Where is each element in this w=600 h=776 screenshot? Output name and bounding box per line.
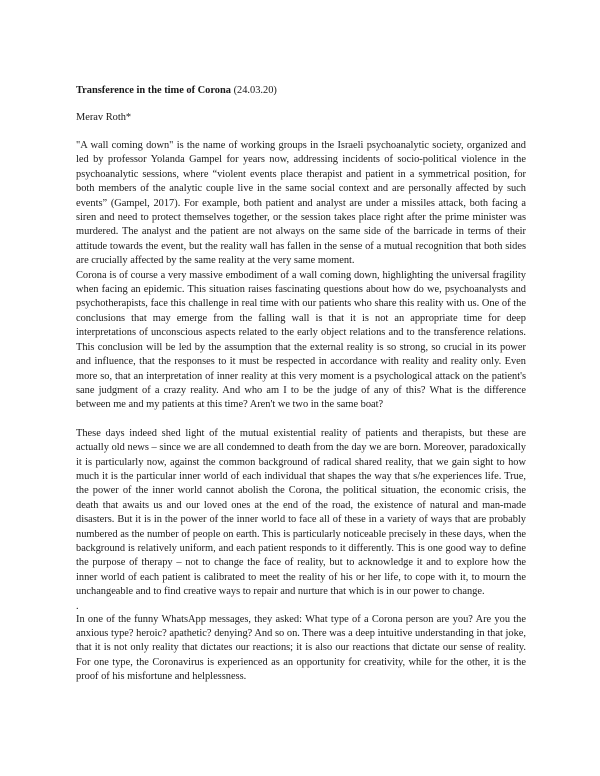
- document-date: (24.03.20): [230, 85, 277, 96]
- author-name: Merav Roth*: [76, 112, 132, 123]
- paragraph-2: Corona is of course a very massive embodiment of a wall coming down, highlighting the universal fragility when facing an epidemic. This situation raises fascinating questions about how do we, psychoanalysts and psychotherapists, face this challenge in real time with our patients who share this reality with us. One of the conclusions that may emerge from the falling wall is that it is not an appropriate time for deep interpretations of unconscious aspects related to the early object relations and to the transference relations. This conclusion will be led by the assumption that the external reality is so strong, so crucial in its power and influence, that the responses to it must be respected in accordance with reality and reality only. Even more so, that an interpretation of inner reality at this very moment is a psychological attack on the patient's sane judgment of a crazy reality. And who am I to be the judge of any of this? What is the difference between me and my patients at this time? Aren't we two in the same boat?: [76, 269, 526, 411]
- document-title: Transference in the time of Corona: [76, 85, 231, 96]
- paragraph-3: These days indeed shed light of the mutual existential reality of patients and therapists, but these are actually old news – since we are all condemned to death from the day we are born. Moreover, paradoxically it is particularly now, against the common background of radical shared reality, that we gain sight to how much it is the particular inner world of each individual that shapes the way that s/he experiences life. True, the power of the inner world cannot abolish the Corona, the political situation, the economic crisis, the death that awaits us and our loved ones at the end of the road, the existence of natural and man-made disasters. But it is in the power of the inner world to face all of these in a variety of ways that are probably numbered as the number of people on earth. This is particularly noticeable precisely in these days, when the background is relatively uniform, and each patient responds to it differently. This is one good way to define the purpose of therapy – not to change the face of reality, but to acknowledge it and to explore how the inner world of each patient is calibrated to meet the reality of his or her life, to cope with it, to mourn the unchangeable and to find creative ways to repair and nurture that which is in our power to change.: [76, 427, 526, 598]
- separator-dot: .: [76, 600, 79, 612]
- paragraph-1: "A wall coming down" is the name of working groups in the Israeli psychoanalytic society, organized and led by professor Yolanda Gampel for years now, addressing incidents of socio-political violence in the psychoanalytic sessions, where “violent events place therapist and patient in a symmetrical position, for both members of the analytic couple live in the same social context and are personally affected by such events” (Gampel, 2017). For example, both patient and analyst are under a missiles attack, both facing a siren and need to protect themselves together, or the session takes place right after the prime minister was murdered. The analyst and the patient are not always on the same side of the barricade in terms of their attitude towards the event, but the reality wall has fallen in the sense of a mutual recognition that both sides are crucially affected by the same reality at the very same moment.: [76, 140, 526, 267]
- document-page: [76, 84, 526, 685]
- title-line: [76, 84, 526, 99]
- paragraph-4: In one of the funny WhatsApp messages, they asked: What type of a Corona person are you? Are you the anxious type? heroic? apathetic? denying? And so on. There was a deep intuitive understanding in that joke, that it is not only reality that dictates our reactions; it is also our reactions that dictate our sense of reality. For one type, the Coronavirus is experienced as an opportunity for creativity, while for the other, it is the proof of his misfortune and helplessness.: [76, 613, 526, 683]
